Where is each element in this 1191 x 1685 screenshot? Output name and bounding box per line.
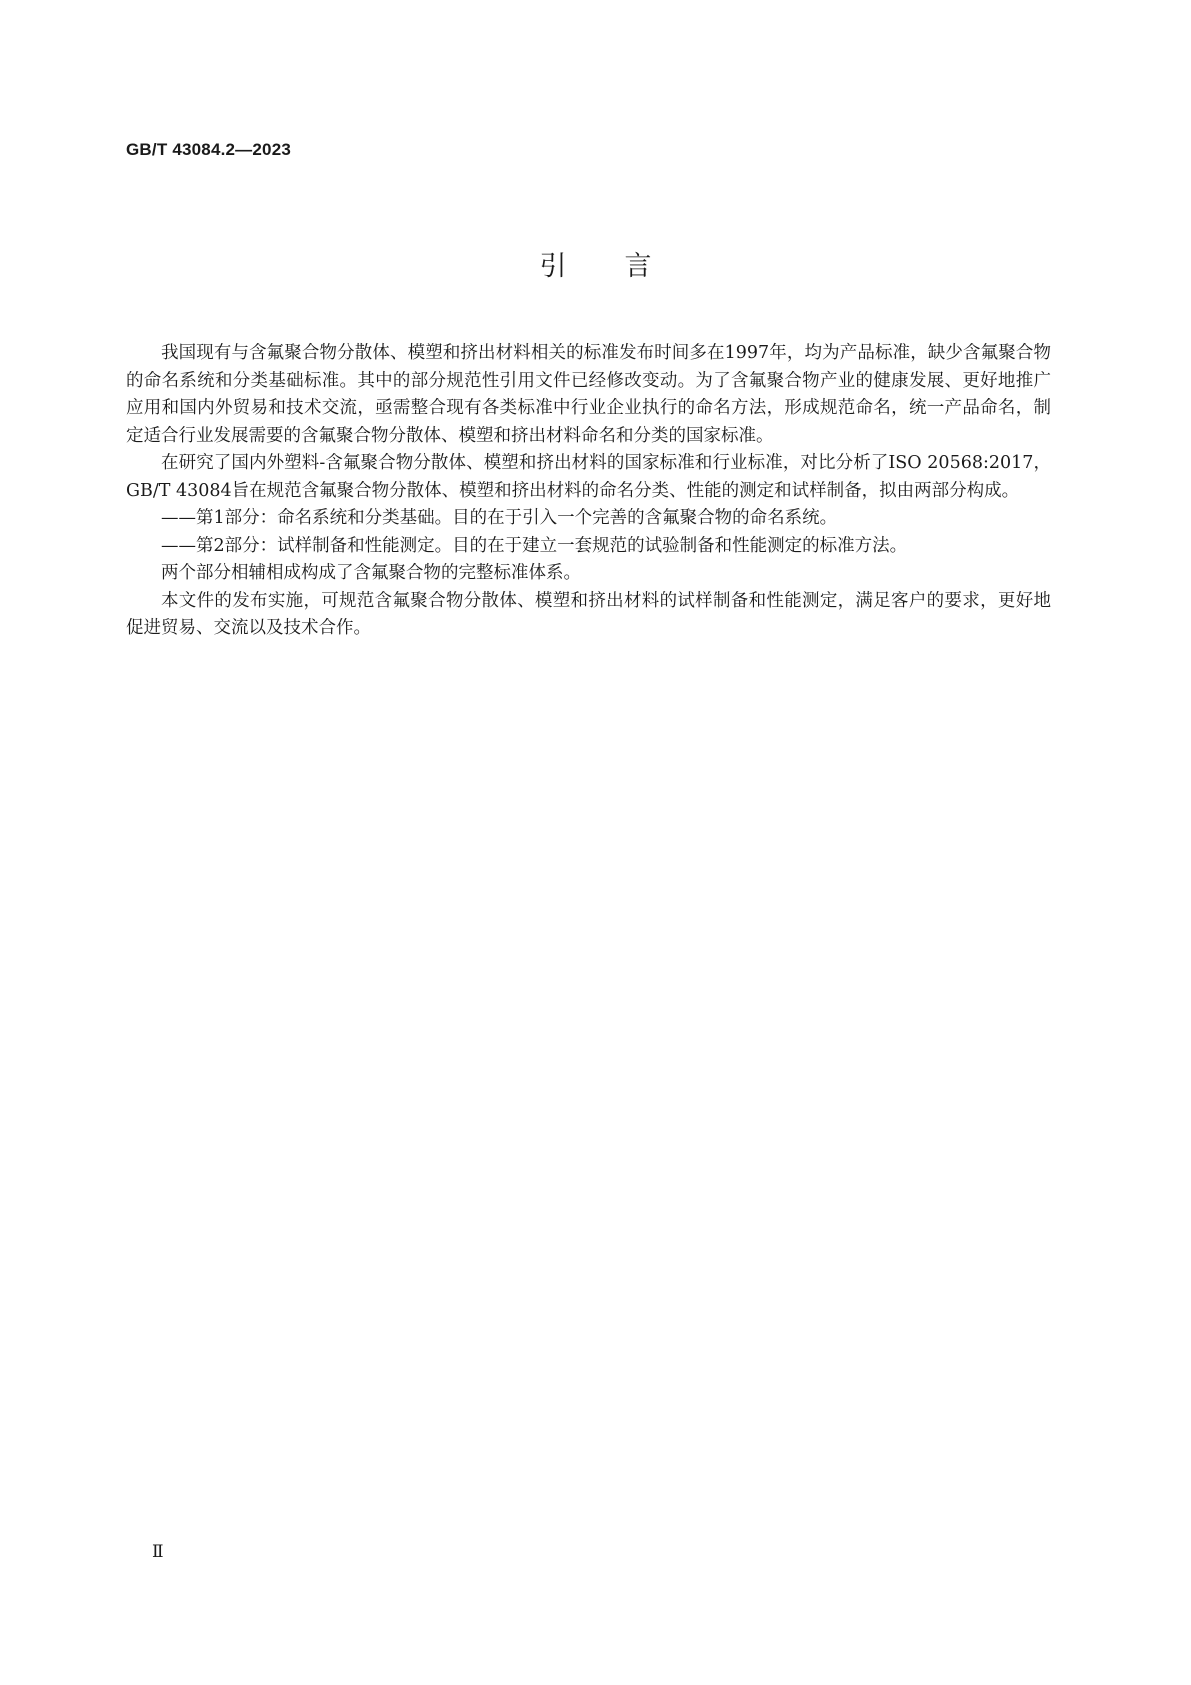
page-number: Ⅱ: [152, 1542, 164, 1562]
introduction-body: [126, 340, 1051, 643]
list-item-part-2: ——第2部分：试样制备和性能测定。目的在于建立一套规范的试验制备和性能测定的标准方法。: [161, 535, 908, 556]
paragraph-research: 在研究了国内外塑料-含氟聚合物分散体、模塑和挤出材料的国家标准和行业标准，对比分析了ISO 20568:2017，GB/T 43084旨在规范含氟聚合物分散体、模塑和挤出材料的命名分类、性能的测定和试样制备，拟由两部分构成。: [126, 453, 1051, 501]
paragraph-system: 两个部分相辅相成构成了含氟聚合物的完整标准体系。: [161, 563, 581, 583]
page-title: 引言: [539, 251, 710, 282]
paragraph-implementation: 本文件的发布实施，可规范含氟聚合物分散体、模塑和挤出材料的试样制备和性能测定，满足客户的要求，更好地促进贸易、交流以及技术合作。: [126, 590, 1051, 638]
list-item-part-1: ——第1部分：命名系统和分类基础。目的在于引入一个完善的含氟聚合物的命名系统。: [161, 508, 838, 528]
paragraph-background: 我国现有与含氟聚合物分散体、模塑和挤出材料相关的标准发布时间多在1997年，均为产品标准，缺少含氟聚合物的命名系统和分类基础标准。其中的部分规范性引用文件已经修改变动。为了含氟聚合物产业的健康发展、更好地推广应用和国内外贸易和技术交流，亟需整合现有各类标准中行业企业执行的命名方法，形成规范命名，统一产品命名，制定适合行业发展需要的含氟聚合物分散体、模塑和挤出材料命名和分类的国家标准。: [126, 343, 1051, 446]
standard-code: GB/T 43084.2—2023: [126, 140, 291, 159]
